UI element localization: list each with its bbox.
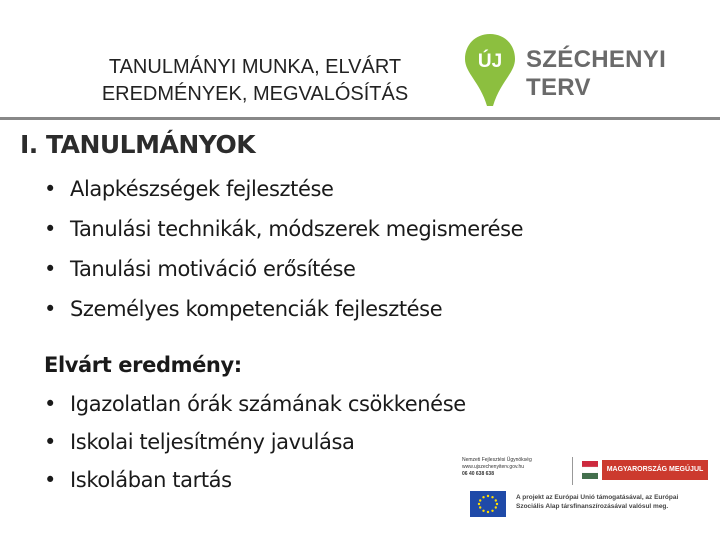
- hungarian-flag-icon: [582, 461, 598, 479]
- bullet-icon: •: [44, 217, 56, 241]
- bullet-icon: •: [44, 257, 56, 281]
- list-item: [44, 385, 466, 423]
- list-item: [44, 249, 523, 289]
- expected-results-block: [44, 345, 466, 499]
- list-item-text: Iskolai teljesítmény javulása: [70, 430, 355, 454]
- eu-funding-note: [516, 493, 712, 511]
- logo-pin-label: ÚJ: [477, 51, 503, 72]
- list-item-text: Alapkészségek fejlesztése: [70, 177, 334, 201]
- list-item-text: Igazolatlan órák számának csökkenése: [70, 392, 466, 416]
- agency-website: www.ujszechenyiterv.gov.hu: [462, 464, 525, 470]
- bullet-icon: •: [44, 468, 56, 492]
- section-title: I. TANULMÁNYOK: [20, 130, 256, 159]
- bullet-icon: •: [44, 430, 56, 454]
- list-item-text: Tanulási technikák, módszerek megismerése: [70, 217, 524, 241]
- agency-name: Nemzeti Fejlesztési Ügynökség: [462, 457, 532, 463]
- expected-results-list: [44, 385, 466, 499]
- uj-szechenyi-terv-logo: [462, 32, 712, 108]
- list-item-text: Személyes kompetenciák fejlesztése: [70, 297, 443, 321]
- funding-logos: [462, 453, 714, 525]
- list-item-text: Iskolában tartás: [70, 468, 232, 492]
- eu-flag-icon: [470, 491, 506, 517]
- map-pin-icon: [462, 32, 518, 108]
- agency-info: [462, 457, 562, 478]
- logo-brand-text: SZÉCHENYI TERV: [526, 46, 667, 101]
- list-item-text: Tanulási motiváció erősítése: [70, 257, 356, 281]
- list-item: [44, 423, 466, 461]
- list-item: [44, 169, 523, 209]
- expected-results-title: Elvárt eredmény:: [44, 353, 242, 377]
- header-title-line-1: TANULMÁNYI MUNKA, ELVÁRT: [108, 56, 402, 78]
- agency-phone: 06 40 638 638: [462, 471, 494, 477]
- eu-funding-note-line-2: Szociális Alap társfinanszírozásával valósul meg.: [516, 503, 669, 510]
- slide-header-title: [40, 54, 470, 108]
- eu-funding-note-line-1: A projekt az Európai Unió támogatásával, az Európai: [516, 494, 679, 501]
- list-item: [44, 461, 466, 499]
- magyarorszag-megujul-banner: MAGYARORSZÁG MEGÚJUL: [602, 460, 708, 480]
- bullet-icon: •: [44, 297, 56, 321]
- header-divider: [0, 117, 720, 120]
- list-item: [44, 289, 523, 329]
- study-bullet-list: [44, 169, 523, 329]
- header-title-line-2: EREDMÉNYEK, MEGVALÓSÍTÁS: [101, 83, 409, 105]
- bullet-icon: •: [44, 177, 56, 201]
- bullet-icon: •: [44, 392, 56, 416]
- list-item: [44, 209, 523, 249]
- logo-divider: [572, 457, 573, 485]
